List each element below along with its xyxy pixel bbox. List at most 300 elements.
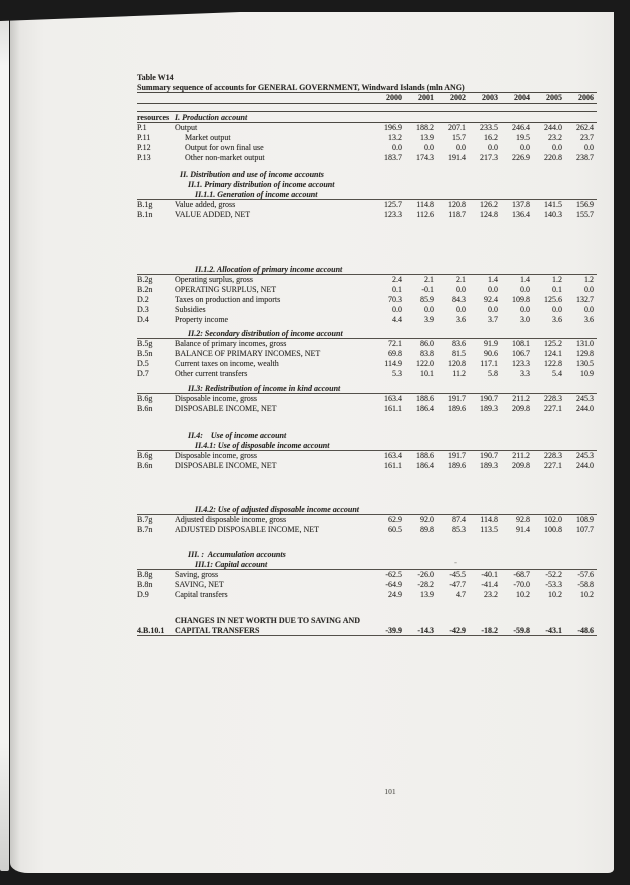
table-row [137,525,597,535]
cell-value: 124.1 [544,349,562,358]
section-heading: II.4.2: Use of adjusted disposable income account [137,505,597,515]
row-values [370,123,594,133]
cell-value: 113.5 [480,525,498,534]
row-code: B.6n [137,461,153,470]
cell-value: 191.7 [448,451,466,460]
cell-value: 0.0 [552,305,562,314]
table-row [137,285,597,295]
cell-value: 1.2 [584,275,594,284]
cell-value: 189.6 [448,461,466,470]
year-values [370,93,594,103]
cell-value: 2.4 [392,275,402,284]
row-code: B.5g [137,339,153,348]
cell-value: 186.4 [416,461,434,470]
cell-value: 0.0 [392,143,402,152]
cell-value: 126.2 [480,200,498,209]
cell-value: 123.3 [384,210,402,219]
section-heading: II.1.2. Allocation of primary income account [137,265,597,275]
cell-value: -48.6 [577,626,594,635]
section-heading: II.1. Primary distribution of income account [188,180,335,189]
row-values [370,394,594,404]
cell-value: -58.8 [577,580,594,589]
cell-value: 85.3 [452,525,466,534]
cell-value: 238.7 [576,153,594,162]
row-label: ADJUSTED DISPOSABLE INCOME, NET [175,525,320,534]
row-code: D.9 [137,590,149,599]
row-code: 4.B.10.1 [137,626,165,635]
row-code: P.11 [137,133,151,142]
cell-value: 62.9 [388,515,402,524]
cell-value: 132.7 [576,295,594,304]
year-label: 2001 [418,93,434,102]
cell-value: 136.4 [512,210,530,219]
row-code: B.7g [137,515,153,524]
cell-value: 3.3 [520,369,530,378]
cell-value: 117.1 [480,359,498,368]
row-values [370,451,594,461]
section-heading: II.3: Redistribution of income in kind account [137,384,597,394]
year-header-row [137,93,597,104]
cell-value: 0.0 [488,285,498,294]
row-values [370,305,594,315]
cell-value: 3.0 [520,315,530,324]
cell-value: 10.1 [420,369,434,378]
cell-value: 0.0 [584,143,594,152]
cell-value: 191.4 [448,153,466,162]
cell-value: 2.1 [424,275,434,284]
cell-value: 0.0 [584,305,594,314]
cell-value: 0.0 [520,143,530,152]
cell-value: 13.9 [420,590,434,599]
cell-value: -18.2 [481,626,498,635]
cell-value: 69.8 [388,349,402,358]
cell-value: 217.3 [480,153,498,162]
cell-value: 13.2 [388,133,402,142]
cell-value: 161.1 [384,461,402,470]
row-values [370,285,594,295]
scan-artifact-mark: - [454,557,457,567]
cell-value: 91.4 [516,525,530,534]
cell-value: 4.4 [392,315,402,324]
page-number: 101 [384,787,396,796]
cell-value: 0.1 [392,285,402,294]
row-code: B.6n [137,404,153,413]
row-values [370,580,594,590]
cell-value: 137.8 [512,200,530,209]
row-label: BALANCE OF PRIMARY INCOMES, NET [175,349,321,358]
cell-value: 83.8 [420,349,434,358]
cell-value: 10.2 [548,590,562,599]
row-code: B.8g [137,570,153,579]
cell-value: 24.9 [388,590,402,599]
row-label: Subsidies [175,305,206,314]
cell-value: 114.9 [384,359,402,368]
row-code: D.5 [137,359,149,368]
row-label: Other non-market output [185,153,265,162]
row-values [370,153,594,163]
row-label: Adjusted disposable income, gross [175,515,287,524]
section-heading: III. : Accumulation accounts [188,550,286,559]
row-values [370,369,594,379]
row-label: Saving, gross [175,570,219,579]
cell-value: 190.7 [480,451,498,460]
cell-value: 188.2 [416,123,434,132]
cell-value: 72.1 [388,339,402,348]
cell-value: 163.4 [384,451,402,460]
row-code: D.2 [137,295,149,304]
cell-value: 108.1 [512,339,530,348]
cell-value: -59.8 [513,626,530,635]
cell-value: 100.8 [544,525,562,534]
cell-value: -39.9 [385,626,402,635]
cell-value: 0.1 [552,285,562,294]
cell-value: 5.4 [552,369,562,378]
cell-value: 245.3 [576,451,594,460]
cell-value: 112.6 [416,210,434,219]
table-body [137,111,597,636]
cell-value: -41.4 [481,580,498,589]
cell-value: 189.6 [448,404,466,413]
row-code: P.13 [137,153,151,162]
row-values [370,349,594,359]
cell-value: 0.0 [552,143,562,152]
cell-value: 188.6 [416,394,434,403]
row-values [370,133,594,143]
row-values [370,200,594,210]
cell-value: -42.9 [449,626,466,635]
cell-value: 2.1 [456,275,466,284]
row-label: CHANGES IN NET WORTH DUE TO SAVING AND [175,616,361,625]
row-values [370,315,594,325]
table-row [137,153,597,163]
row-values [370,210,594,220]
cell-value: 130.5 [576,359,594,368]
cell-value: 188.6 [416,451,434,460]
cell-value: 155.7 [576,210,594,219]
row-label: Disposable income, gross [175,451,257,460]
row-code: B.7n [137,525,153,534]
section-heading: II.1.1. Generation of income account [137,190,597,200]
table-content [137,73,597,636]
row-label: DISPOSABLE INCOME, NET [175,404,277,413]
row-label: SAVING, NET [175,580,224,589]
cell-value: 186.4 [416,404,434,413]
adjacent-page-edge [0,15,9,871]
cell-value: 0.0 [584,285,594,294]
cell-value: -14.3 [417,626,434,635]
cell-value: 90.6 [484,349,498,358]
row-code: P.1 [137,123,147,132]
row-label: DISPOSABLE INCOME, NET [175,461,277,470]
table-row [137,210,597,220]
cell-value: 81.5 [452,349,466,358]
cell-value: 227.1 [544,404,562,413]
spacer [137,600,597,616]
row-values [370,590,594,600]
document-page [10,12,614,873]
cell-value: 124.8 [480,210,498,219]
row-label: Market output [185,133,231,142]
row-values [370,275,594,285]
cell-value: -43.1 [545,626,562,635]
cell-value: 70.3 [388,295,402,304]
cell-value: 108.9 [576,515,594,524]
cell-value: 5.8 [488,369,498,378]
row-code [137,616,175,626]
cell-value: 125.2 [544,339,562,348]
table-subtitle: Summary sequence of accounts for GENERAL GOVERNMENT, Windward Islands (mln ANG) [137,83,597,93]
table-row [137,123,597,133]
cell-value: 0.0 [392,305,402,314]
cell-value: 189.3 [480,404,498,413]
table-row [137,349,597,359]
table-row [137,339,597,349]
cell-value: -45.5 [449,570,466,579]
row-code: B.6g [137,394,153,403]
cell-value: 0.0 [488,305,498,314]
cell-value: 244.0 [576,461,594,470]
row-label: Output for own final use [185,143,264,152]
section-heading: I. Production account [175,113,248,122]
row-values [370,339,594,349]
spacer [137,220,597,265]
cell-value: 1.2 [552,275,562,284]
cell-value: 209.8 [512,404,530,413]
cell-value: 92.0 [420,515,434,524]
year-label: 2005 [546,93,562,102]
table-row [137,590,597,600]
cell-value: 3.7 [488,315,498,324]
section-heading: II.4: Use of income account [188,431,287,440]
cell-value: 228.3 [544,451,562,460]
cell-value: 122.8 [544,359,562,368]
cell-value: 92.4 [484,295,498,304]
row-code: B.8n [137,580,153,589]
cell-value: 5.3 [392,369,402,378]
spacer [137,104,597,111]
cell-value: 196.9 [384,123,402,132]
cell-value: 3.6 [552,315,562,324]
cell-value: 91.9 [484,339,498,348]
cell-value: 0.0 [456,285,466,294]
cell-value: 226.9 [512,153,530,162]
cell-value: 131.0 [576,339,594,348]
row-code: B.2g [137,275,153,284]
cell-value: 23.2 [548,133,562,142]
section-heading: II.2: Secondary distribution of income account [137,329,597,339]
cell-value: -53.3 [545,580,562,589]
cell-value: 60.5 [388,525,402,534]
table-row [137,515,597,525]
cell-value: 10.9 [580,369,594,378]
row-label: Current taxes on income, wealth [175,359,279,368]
cell-value: 1.4 [520,275,530,284]
cell-value: 246.4 [512,123,530,132]
table-row [137,305,597,315]
row-code: B.2n [137,285,153,294]
table-row [137,616,597,626]
row-label: Value added, gross [175,200,236,209]
row-label: Disposable income, gross [175,394,257,403]
cell-value: 11.2 [452,369,466,378]
row-code: B.5n [137,349,153,358]
row-label: VALUE ADDED, NET [175,210,251,219]
cell-value: 109.8 [512,295,530,304]
row-label: OPERATING SURPLUS, NET [175,285,277,294]
cell-value: 0.0 [424,143,434,152]
year-label: 2002 [450,93,466,102]
cell-value: 129.8 [576,349,594,358]
cell-value: -68.7 [513,570,530,579]
row-code: B.1g [137,200,153,209]
spacer [137,414,597,431]
cell-value: 0.0 [456,305,466,314]
row-label: Balance of primary incomes, gross [175,339,287,348]
cell-value: 0.0 [424,305,434,314]
row-label: Taxes on production and imports [175,295,281,304]
year-label: 2006 [578,93,594,102]
cell-value: 163.4 [384,394,402,403]
section-heading: II.4.1: Use of disposable income account [137,441,597,451]
section-heading: II. Distribution and use of income accounts [180,170,324,179]
row-label: Capital transfers [175,590,228,599]
cell-value: 87.4 [452,515,466,524]
cell-value: 245.3 [576,394,594,403]
year-label: 2004 [514,93,530,102]
table-row [137,461,597,471]
row-code: D.4 [137,315,149,324]
table-row [137,369,597,379]
cell-value: 10.2 [580,590,594,599]
cell-value: 209.8 [512,461,530,470]
cell-value: 89.8 [420,525,434,534]
cell-value: 211.2 [512,394,530,403]
cell-value: 3.9 [424,315,434,324]
table-row [137,359,597,369]
row-values [370,359,594,369]
cell-value: 23.2 [484,590,498,599]
spacer [137,535,597,550]
row-code: resources [137,113,170,122]
row-label: Other current transfers [175,369,248,378]
cell-value: 244.0 [544,123,562,132]
cell-value: 141.5 [544,200,562,209]
row-label: Operating surplus, gross [175,275,253,284]
cell-value: 0.0 [456,143,466,152]
cell-value: 125.7 [384,200,402,209]
cell-value: -62.5 [385,570,402,579]
table-title: Table W14 [137,73,174,82]
table-row [137,275,597,285]
cell-value: -64.9 [385,580,402,589]
cell-value: 106.7 [512,349,530,358]
cell-value: 140.3 [544,210,562,219]
row-values [370,295,594,305]
cell-value: 123.3 [512,359,530,368]
cell-value: 156.9 [576,200,594,209]
table-row [137,580,597,590]
cell-value: 190.7 [480,394,498,403]
row-values [370,404,594,414]
cell-value: 120.8 [448,359,466,368]
cell-value: 1.4 [488,275,498,284]
cell-value: 207.1 [448,123,466,132]
cell-value: 228.3 [544,394,562,403]
cell-value: 233.5 [480,123,498,132]
row-code: B.1n [137,210,153,219]
spacer [137,471,597,505]
cell-value: -0.1 [421,285,434,294]
section-heading: III.1: Capital account [137,560,597,570]
row-values [370,143,594,153]
cell-value: 191.7 [448,394,466,403]
row-code: B.6g [137,451,153,460]
table-row [137,295,597,305]
cell-value: -47.7 [449,580,466,589]
table-row [137,626,597,636]
resources-section-row [137,111,597,123]
cell-value: 102.0 [544,515,562,524]
cell-value: 227.1 [544,461,562,470]
row-label: Output [175,123,198,132]
table-row [137,133,597,143]
cell-value: 3.6 [584,315,594,324]
table-row [137,315,597,325]
cell-value: 125.6 [544,295,562,304]
row-code: D.7 [137,369,149,378]
cell-value: -28.2 [417,580,434,589]
row-label: Property income [175,315,229,324]
table-row [137,404,597,414]
cell-value: 211.2 [512,451,530,460]
cell-value: 86.0 [420,339,434,348]
code-column-spacer [137,93,175,103]
cell-value: 0.0 [488,143,498,152]
cell-value: 174.3 [416,153,434,162]
cell-value: 189.3 [480,461,498,470]
cell-value: -40.1 [481,570,498,579]
table-row [137,200,597,210]
cell-value: 19.5 [516,133,530,142]
cell-value: 118.7 [448,210,466,219]
cell-value: 244.0 [576,404,594,413]
cell-value: -70.0 [513,580,530,589]
row-values [370,515,594,525]
cell-value: 16.2 [484,133,498,142]
cell-value: -57.6 [577,570,594,579]
row-values [370,570,594,580]
cell-value: 114.8 [480,515,498,524]
cell-value: 0.0 [520,285,530,294]
cell-value: 122.0 [416,359,434,368]
row-label: CAPITAL TRANSFERS [175,626,260,635]
cell-value: 10.2 [516,590,530,599]
cell-value: 15.7 [452,133,466,142]
row-values [370,461,594,471]
row-values [370,525,594,535]
cell-value: 107.7 [576,525,594,534]
cell-value: 3.6 [456,315,466,324]
cell-value: -26.0 [417,570,434,579]
cell-value: 0.0 [520,305,530,314]
cell-value: 114.8 [416,200,434,209]
cell-value: -52.2 [545,570,562,579]
cell-value: 161.1 [384,404,402,413]
year-label: 2000 [386,93,402,102]
cell-value: 13.9 [420,133,434,142]
row-values [370,626,594,635]
row-code: D.3 [137,305,149,314]
